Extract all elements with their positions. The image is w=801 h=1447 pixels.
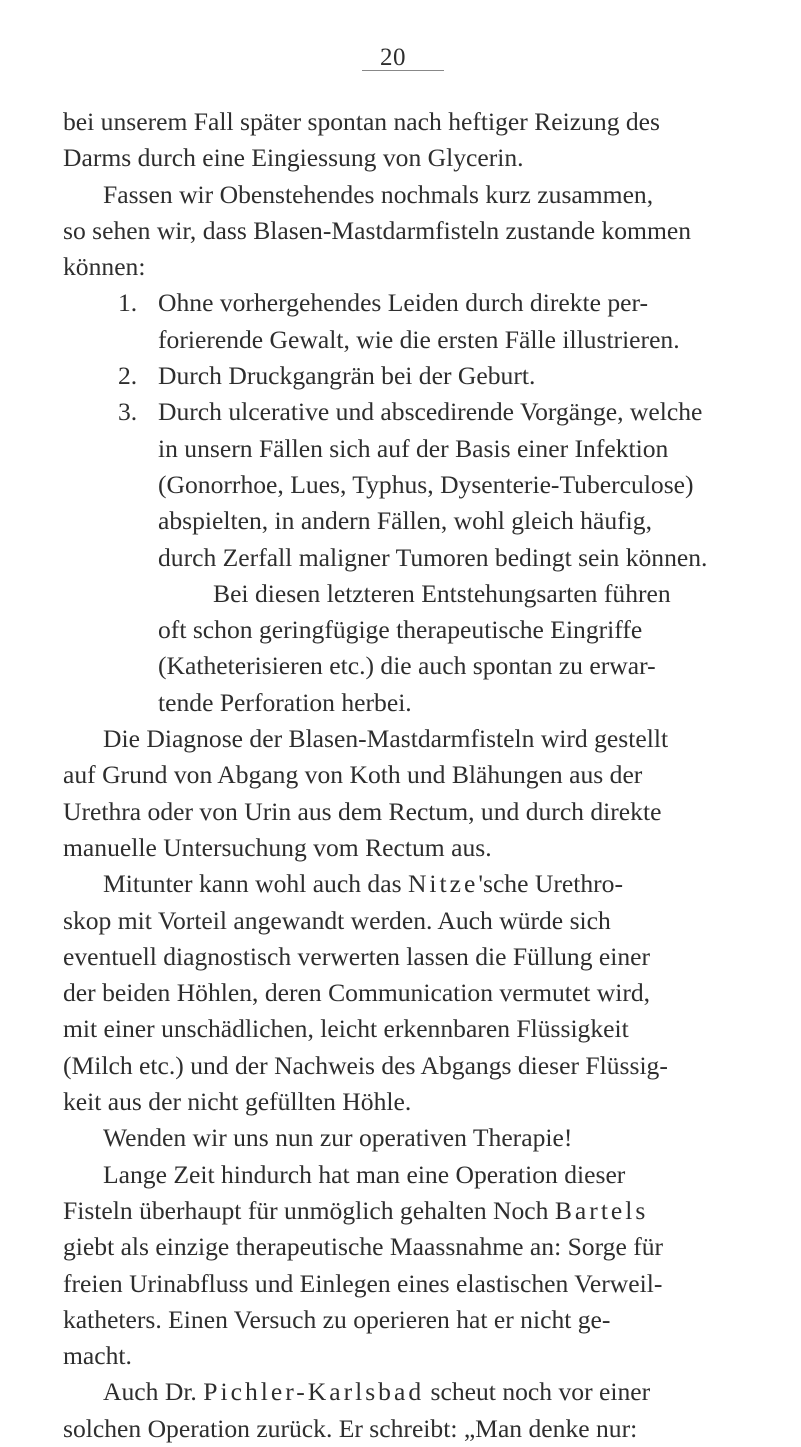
text-line: Lange Zeit hindurch hat man eine Operation dieser (103, 1159, 626, 1189)
list-cont-line: oft schon geringfügige therapeutische Eingriffe (158, 615, 643, 645)
list-item-1-cont: forierende Gewalt, wie die ersten Fälle illustrieren. (158, 324, 680, 354)
text-line: bei unserem Fall später spontan nach heftiger Reizung des (63, 107, 661, 136)
text-line: skop mit Vorteil angewandt werden. Auch würde sich (63, 905, 611, 935)
list-item-3-cont: in unsern Fällen sich auf der Basis einer Infektion (158, 433, 669, 463)
list-item-3-cont: durch Zerfall maligner Tumoren bedingt sein können. (158, 542, 708, 572)
list-item-3-cont: abspielten, in andern Fällen, wohl gleich häufig, (158, 506, 652, 536)
list-number: 1. (118, 288, 138, 318)
text-line: Mitunter kann wohl auch das Nitze'sche Urethro- (103, 869, 623, 899)
text-line: eventuell diagnostisch verwerten lassen die Füllung einer (63, 941, 651, 971)
text-line: giebt als einzige therapeutische Maassnahme an: Sorge für (63, 1232, 664, 1262)
text-line: so sehen wir, dass Blasen-Mastdarmfisteln zustande kommen (63, 215, 692, 245)
body-text (63, 104, 768, 1447)
text-line: Wenden wir uns nun zur operativen Therapie! (103, 1123, 573, 1153)
text-line: Auch Dr. Pichler-Karlsbad scheut noch vor einer (103, 1377, 651, 1407)
author-name: Nitze (407, 869, 479, 899)
list-item-2: 2. Durch Druckgangrän bei der Geburt. (63, 358, 768, 394)
list-item-3-cont: (Gonorrhoe, Lues, Typhus, Dysenterie-Tuberculose) (158, 469, 694, 499)
text-line: auf Grund von Abgang von Koth und Blähungen aus der (63, 760, 643, 790)
text-line: Die Diagnose der Blasen-Mastdarmfisteln wird gestellt (103, 724, 669, 754)
text-line: Urethra oder von Urin aus dem Rectum, und durch direkte (63, 796, 662, 826)
text-line: katheters. Einen Versuch zu operieren hat er nicht ge- (63, 1304, 611, 1334)
list-cont-line: tende Perforation herbei. (158, 687, 412, 717)
text-line: Darms durch eine Eingiessung von Glycerin. (63, 143, 524, 173)
text-line: macht. (63, 1341, 132, 1371)
author-name: Bartels (554, 1195, 649, 1225)
text-line: (Milch etc.) und der Nachweis des Abgangs dieser Flüssig- (63, 1050, 668, 1080)
text-line: keit aus der nicht gefüllten Höhle. (63, 1087, 412, 1117)
text-line: mit einer unschädlichen, leicht erkennbaren Flüssigkeit (63, 1014, 629, 1044)
text-line: freien Urinabfluss und Einlegen eines elastischen Verweil- (63, 1268, 663, 1298)
text-line: Fassen wir Obenstehendes nochmals kurz zusammen, (103, 179, 654, 209)
list-item-3: 3. Durch ulcerative und abscedirende Vorgänge, welche (63, 394, 768, 430)
text-line: solchen Operation zurück. Er schreibt: „Man denke nur: (63, 1413, 638, 1443)
text-line: der beiden Höhlen, deren Communication vermutet wird, (63, 978, 651, 1008)
list-number: 2. (118, 361, 138, 391)
author-name: Pichler-Karlsbad (203, 1377, 425, 1407)
list-item-1: 1. Ohne vorhergehendes Leiden durch direkte per- (63, 285, 768, 321)
list-cont-line: (Katheterisieren etc.) die auch spontan zu erwar- (158, 651, 656, 681)
list-number: 3. (118, 397, 138, 427)
text-line: Fisteln überhaupt für unmöglich gehalten Noch Bartels (63, 1195, 649, 1225)
text-line: können: (63, 252, 146, 282)
page-number: 20 (380, 44, 406, 71)
list-cont-line: Bei diesen letzteren Entstehungsarten führen (213, 578, 671, 608)
text-line: manuelle Untersuchung vom Rectum aus. (63, 832, 492, 862)
